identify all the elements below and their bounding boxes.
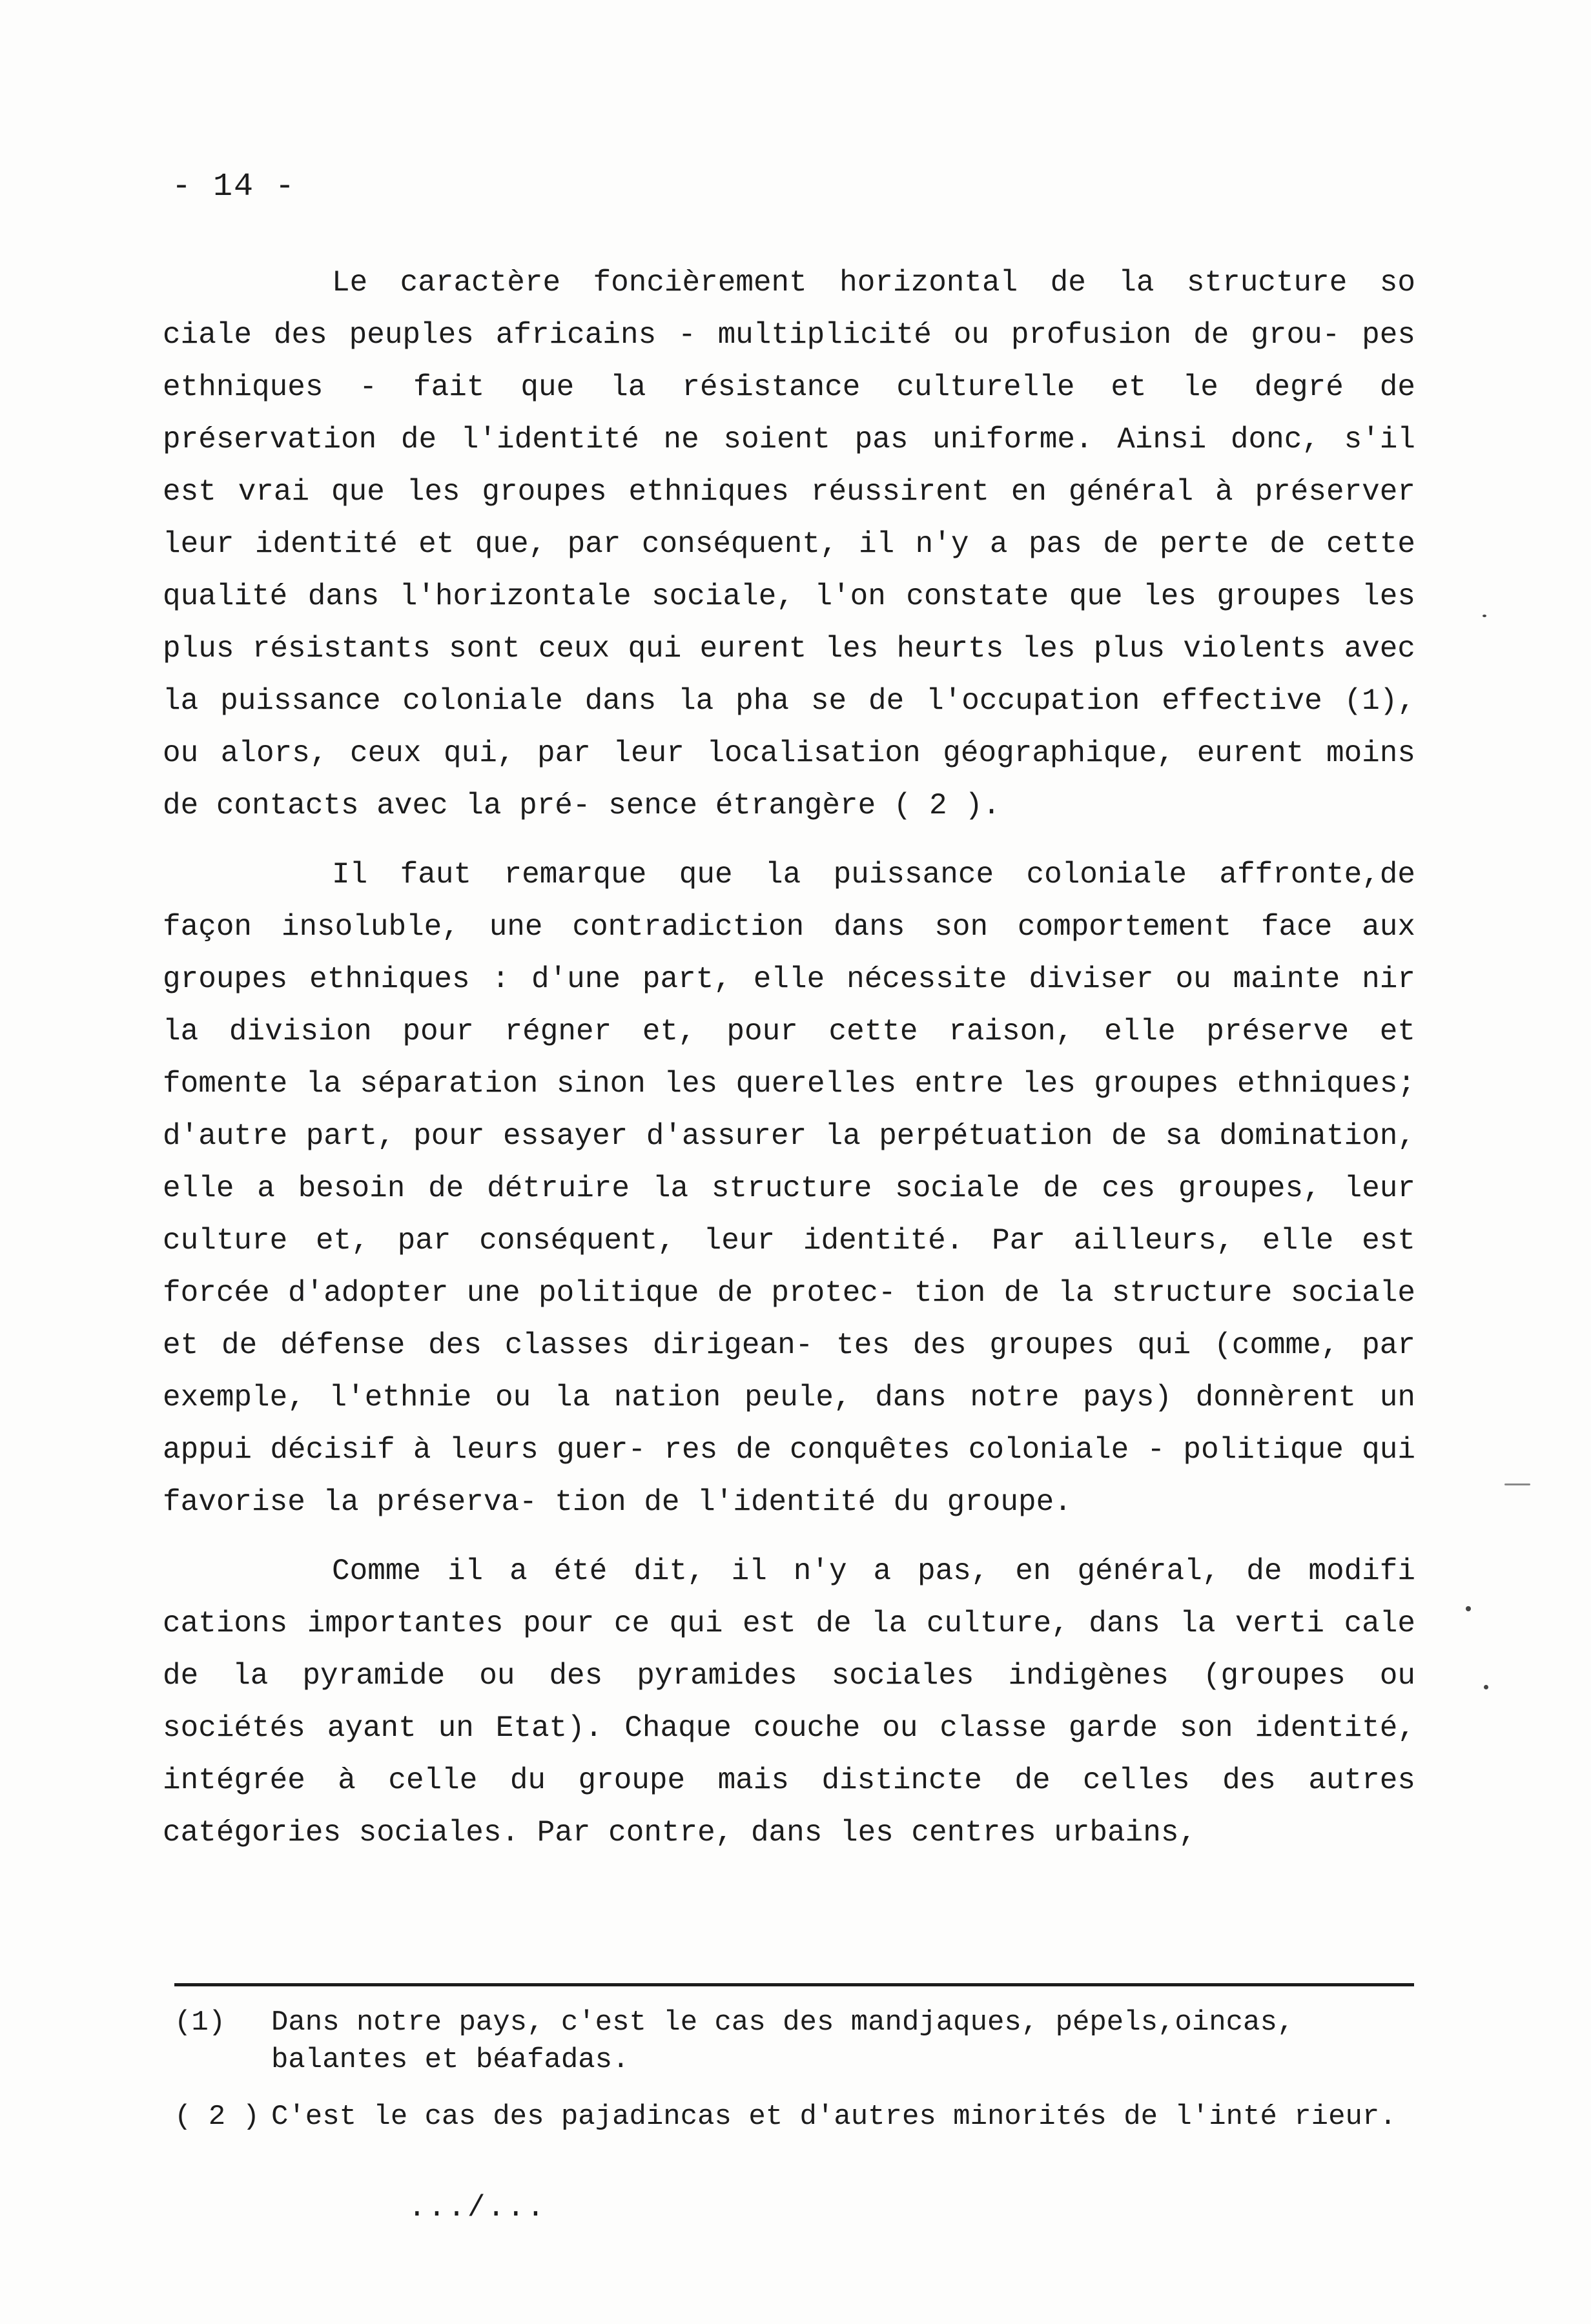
paragraph-3: Comme il a été dit, il n'y a pas, en général, de modifi cations importantes pour ce qui est de la culture, dans la verti cale de la pyramide ou des pyramides sociales indigènes (groupes ou sociétés ayant un Etat). Chaque couche ou classe garde son identité, intégrée à celle du groupe mais distincte de celles des autres catégories sociales. Par contre, dans les centres urbains,: [163, 1554, 1415, 1850]
paragraph-1: Le caractère foncièrement horizontal de la structure so ciale des peuples africains - multiplicité ou profusion de grou- pes ethniques - fait que la résistance culturelle et le degré de préservation de l'identité ne soient pas uniforme. Ainsi donc, s'il est vrai que les groupes ethniques réussirent en général à préserver leur identité et que, par conséquent, il n'y a pas de perte de cette qualité dans l'horizontale sociale, l'on constate que les groupes les plus résistants sont ceux qui eurent les heurts les plus violents avec la puissance coloniale dans la pha se de l'occupation effective (1), ou alors, ceux qui, par leur localisation géographique, eurent moins de contacts avec la pré- sence étrangère ( 2 ).: [163, 266, 1415, 822]
page-number: - 14 -: [172, 168, 296, 205]
scan-speck: [1466, 1606, 1471, 1611]
footnote-1-mark: (1): [174, 2006, 226, 2039]
footnote-1-text: Dans notre pays, c'est le cas des mandjaques, pépels,oincas, balantes et béafadas.: [271, 2006, 1295, 2076]
footnote-1: [174, 2004, 1414, 2079]
scan-speck: [1483, 615, 1486, 617]
footnote-2: [174, 2098, 1414, 2135]
scan-speck: [1484, 1685, 1488, 1689]
continuation-mark: .../...: [408, 2191, 547, 2225]
footnotes: [174, 2004, 1414, 2155]
scan-speck: [1504, 1483, 1530, 1485]
footnote-2-mark: ( 2 ): [174, 2101, 260, 2133]
body-text: [163, 257, 1415, 1876]
footnote-2-text: C'est le cas des pajadincas et d'autres minorités de l'inté rieur.: [271, 2101, 1397, 2133]
paragraph-2: Il faut remarque que la puissance coloniale affronte,de façon insoluble, une contradiction dans son comportement face aux groupes ethniques : d'une part, elle nécessite diviser ou mainte nir la division pour régner et, pour cette raison, elle préserve et fomente la séparation sinon les querelles entre les groupes ethniques; d'autre part, pour essayer d'assurer la perpétuation de sa domination, elle a besoin de détruire la structure sociale de ces groupes, leur culture et, par conséquent, leur identité. Par ailleurs, elle est forcée d'adopter une politique de protec- tion de la structure sociale et de défense des classes dirigean- tes des groupes qui (comme, par exemple, l'ethnie ou la nation peule, dans notre pays) donnèrent un appui décisif à leurs guer- res de conquêtes coloniale - politique qui favorise la préserva- tion de l'identité du groupe.: [163, 858, 1415, 1519]
footnote-separator: [174, 1983, 1414, 1986]
